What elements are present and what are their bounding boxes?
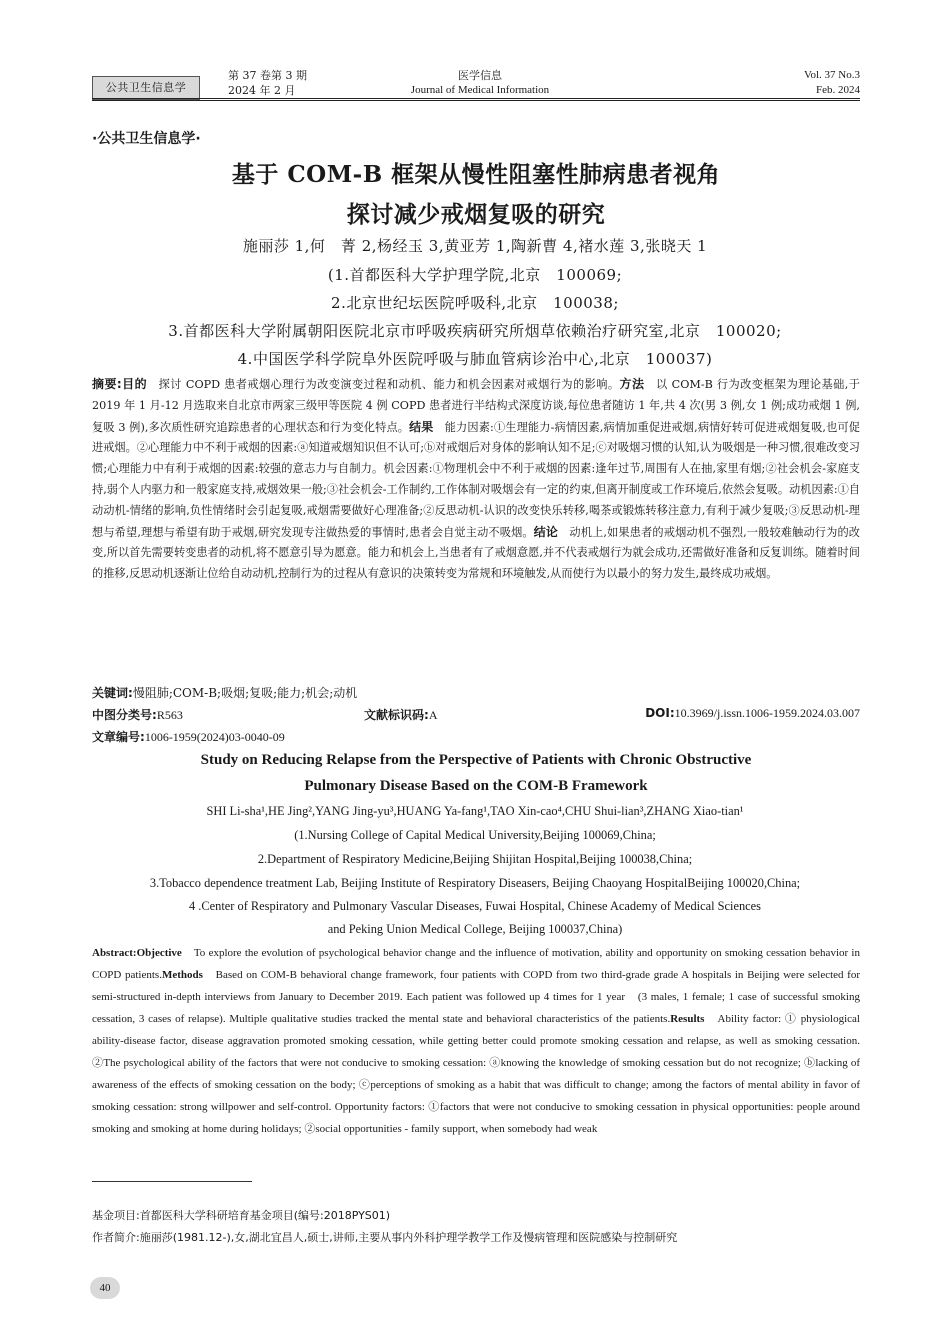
doc-code-value: A [428,708,438,722]
affiliation-cn-1: (1.首都医科大学护理学院,北京 100069; [327,266,623,284]
methods-en-text: Based on COM-B behavioral change framework, four patients with COPD from two third-grade grade A hospitals in Beijing were selected for semi-structured in-depth interviews from January to December 2019. Each patient was followed up 4 times for 1 year (3 males, 1 female; 1 case of successful smoking cessation, 3 cases of relapse). Multiple qualitative studies tracked the mental state and behavioral characteristics of the patients. [92,969,860,1025]
objective-label: 目的 [121,377,148,391]
header-vol-no: Vol. 37 No.3 [803,69,860,81]
objective-en-text: To explore the evolution of psychological behavior change and the influence of motivation, ability and opportunity on smoking cessation behavior in COPD patients. [92,947,860,981]
header-date: 2024 年 2 月 [228,84,296,97]
affiliation-en-2: 2.Department of Respiratory Medicine,Beijing Shijitan Hospital,Beijing 100038,China; [257,852,693,866]
header-month-en: Feb. 2024 [816,84,860,96]
title-cn-line2: 探讨减少戒烟复吸的研究 [346,201,606,228]
methods-en-label: Methods [161,969,203,981]
article-number-value: 1006-1959(2024)03-0040-09 [144,730,285,744]
authors-en: SHI Li-sha¹,HE Jing²,YANG Jing-yu³,HUANG Ya-fang¹,TAO Xin-cao⁴,CHU Shui-lian³,ZHANG Xiao-tian¹ [206,804,744,818]
results-text: 能力因素:①生理能力-病情因素,病情加重促进戒烟,病情好转可促进戒烟复吸,也可促进戒烟。②心理能力中不利于戒烟的因素:ⓐ知道戒烟知识但不认可;ⓑ对戒烟后对身体的影响认知不足;ⓒ对吸烟习惯的认知,认为吸烟是一种习惯,很难改变习惯;心理能力中有利于戒烟的因素:较强的意志力与自制力。机会因素:①物理机会中不利于戒烟的因素:逢年过节,周围有人在抽,家里有烟;②社会机会-家庭支持,弱个人内驱力和一般家庭支持,戒烟效果一般;③社会机会-工作制约,工作体制对吸烟会有一定的约束,但离开制度或工作环境后,依然会复吸。动机因素:①自动动机-情绪的影响,负性情绪时会引起复吸,戒烟需要做好心理准备;②反思动机-认识的改变快乐转移,喝茶或锻炼转移注意力,有利于减少复吸;③反思动机-理想与希望,理想与希望有助于戒烟,研究发现专注做热爱的事情时,患者会自觉主动不吸烟。 [92,420,860,539]
abstract-en-label: Abstract: [92,947,137,959]
classification-label: 中图分类号: [92,708,157,722]
doi-value: 10.3969/j.issn.1006-1959.2024.03.007 [674,706,860,720]
affiliation-en-1: (1.Nursing College of Capital Medical University,Beijing 100069,China; [294,828,656,842]
affiliation-cn-3: 3.首都医科大学附属朝阳医院北京市呼吸疾病研究所烟草依赖治疗研究室,北京 100020; [168,322,782,340]
doi [606,706,860,721]
classification [92,706,183,723]
results-en-text: Ability factor: ① physiological ability-disease factor, disease aggravation promoted smoking cessation, while getting better could promote smoking cessation and relapse, as well as smoking cessation. ②The psychological ability of the factors that were not conducive to smoking cessation: ⓐknowing the knowledge of smoking cessation but do not recognize; ⓑlacking of awareness of the effects of smoking cessation on the body; ⓒperceptions of smoking as a habit that was difficult to change; among the factors of mental ability in favor of smoking cessation: strong willpower and self-control. Opportunity factors: ①factors that were not conducive to smoking cessation in physical opportunities: people around smoking and smoking at home during holidays; ②social opportunities - family support, when somebody had weak [92,1013,860,1135]
objective-en-label: Objective [136,947,182,959]
conclusion-text: 动机上,如果患者的戒烟动机不强烈,一般较难触动行为的改变,所以首先需要转变患者的动机,将不愿意引导为愿意。能力和机会上,当患者有了戒烟意愿,并不代表戒烟行为就会成功,还需做好准备和反复训练。随着时间的推移,反思动机逐渐让位给自动动机,控制行为的过程从有意识的决策转变为常规和环境触发,从而使行为以最小的努力发生,最终成功戒烟。 [92,525,860,581]
abstract-cn [92,374,860,585]
header-journal-cn: 医学信息 [458,69,502,82]
header-journal [400,68,560,98]
keywords-cn [92,684,357,701]
doc-code-label: 文献标识码: [364,708,429,722]
title-en-line2: Pulmonary Disease Based on the COM-B Framework [304,778,648,794]
column-badge: 公共卫生信息学 [92,76,200,100]
abstract-cn-label: 摘要: [92,377,122,391]
header-issue [228,68,307,98]
methods-text: 以 COM-B 行为改变框架为理论基础,于 2019 年 1 月-12 月选取来自北京市两家三级甲等医院 4 例 COPD 患者进行半结构式深度访谈,每位患者随访 1 年,共 4 次(男 3 例,女 1 例;成功戒烟 1 例,复吸 3 例),多次质性研究追踪患者的心理状态和行为变化特点。 [92,378,860,434]
affiliation-en-3: 3.Tobacco dependence treatment Lab, Beijing Institute of Respiratory Diseasers, Beijing Chaoyang HospitalBeijing 100020,China; [149,876,801,890]
footnote-fund: 基金项目:首都医科大学科研培育基金项目(编号:2018PYS01) [92,1209,391,1222]
page-number: 40 [90,1277,120,1299]
header-vol-en [740,68,860,98]
results-label: 结果 [409,419,434,434]
keywords-label: 关键词: [92,686,133,700]
header-journal-en: Journal of Medical Information [410,84,550,96]
doi-label: DOI: [645,706,675,720]
authors-cn: 施丽莎 1,何 菁 2,杨经玉 3,黄亚芳 1,陶新曹 4,褚水莲 3,张晓天 1 [242,237,708,255]
article-number-label: 文章编号: [92,730,145,744]
results-en-label: Results [670,1013,705,1025]
classification-value: R563 [156,708,183,722]
affiliation-en-5: and Peking Union Medical College, Beijing 100037,China) [327,922,623,936]
methods-label: 方法 [619,377,645,391]
header-volume: 第 37 卷第 3 期 [228,69,307,82]
objective-text: 探讨 COPD 患者戒烟心理行为改变演变过程和动机、能力和机会因素对戒烟行为的影响。 [147,378,620,391]
header-rule [92,98,860,99]
title-en-line1: Study on Reducing Relapse from the Perspective of Patients with Chronic Obstructive [200,752,752,768]
affiliation-en-4: 4 .Center of Respiratory and Pulmonary Vascular Diseases, Fuwai Hospital, Chinese Academy of Medical Sciences [188,899,761,913]
footnote-rule [92,1181,252,1182]
header-rule-thin [92,100,860,101]
title-cn-line1: 基于 COM-B 框架从慢性阻塞性肺病患者视角 [231,161,721,188]
conclusion-label: 结论 [533,524,559,539]
doc-code [364,706,437,723]
keywords-value: 慢阻肺;COM-B;吸烟;复吸;能力;机会;动机 [132,686,358,700]
section-label: ·公共卫生信息学· [92,131,201,147]
affiliation-cn-2: 2.北京世纪坛医院呼吸科,北京 100038; [331,294,619,312]
affiliation-cn-4: 4.中国医学科学院阜外医院呼吸与肺血管病诊治中心,北京 100037) [237,350,713,368]
article-number [92,728,285,745]
footnote-author-bio: 作者简介:施丽莎(1981.12-),女,湖北宜昌人,硕士,讲师,主要从事内外科护理学教学工作及慢病管理和医院感染与控制研究 [92,1231,678,1244]
abstract-en [92,942,860,1140]
